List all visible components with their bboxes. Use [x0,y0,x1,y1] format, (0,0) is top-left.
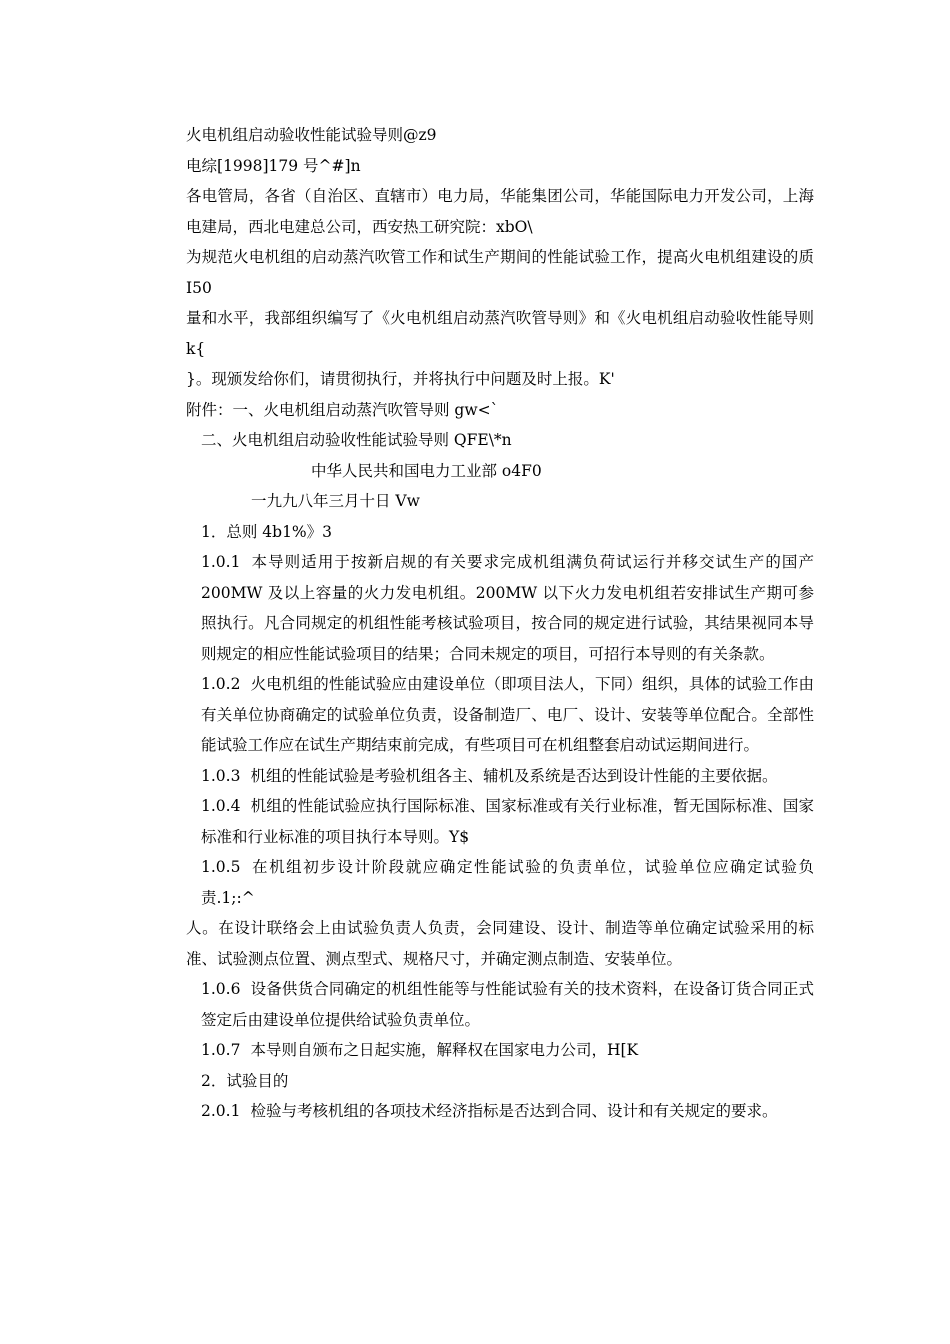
clause-number: 1.0.6 [201,980,241,998]
clause-1-0-5 [186,852,814,913]
clause-text: 机组的性能试验应执行国际标准、国家标准或有关行业标准，暂无国际标准、国家标准和行业标准的项目执行本导则。Y$ [201,797,814,846]
issuer-signature: 中华人民共和国电力工业部 o4F0 [311,461,542,480]
clause-1-0-2 [186,669,814,761]
clause-number: 1.0.7 [201,1041,241,1059]
intro-paragraph-1: 为规范火电机组的启动蒸汽吹管工作和试生产期间的性能试验工作，提高火电机组建设的质 I50 [186,248,814,297]
attachment-line-2: 二、火电机组启动验收性能试验导则 QFE\*n [201,431,512,449]
document-title: 火电机组启动验收性能试验导则@z9 [186,126,437,144]
clause-number: 2.0.1 [201,1102,241,1120]
clause-number: 1.0.5 [201,858,241,876]
document-number: 电综[1998]179 号^#]n [186,156,361,175]
clause-number: 1.0.1 [201,553,241,571]
intro-paragraph-2: 量和水平，我部组织编写了《火电机组启动蒸汽吹管导则》和《火电机组启动验收性能导则 k{ [186,309,814,358]
attachment-line-1: 附件：一、火电机组启动蒸汽吹管导则 gw<` [186,400,499,419]
clause-1-0-3 [186,761,814,792]
section-1-heading: 1．总则 4b1%》3 [201,522,333,541]
clause-1-0-4 [186,791,814,852]
document-body [186,120,814,1127]
clause-1-0-5-continuation: 人。在设计联络会上由试验负责人负责，会同建设、设计、制造等单位确定试验采用的标准、试验测点位置、测点型式、规格尺寸，并确定测点制造、安装单位。 [186,919,814,968]
clause-text: 本导则适用于按新启规的有关要求完成机组满负荷试运行并移交试生产的国产 200MW 及以上容量的火力发电机组。200MW 以下火力发电机组若安排试生产期可参照执行。凡合同规定的机组性能考核试验项目，按合同的规定进行试验，其结果视同本导则规定的相应性能试验项目的结果；合同未规定的项目，可招行本导则的有关条款。 [201,553,814,663]
clause-1-0-1 [186,547,814,669]
clause-1-0-6 [186,974,814,1035]
clause-text: 在机组初步设计阶段就应确定性能试验的负责单位，试验单位应确定试验负责.1;:^ [201,858,814,907]
clause-text: 火电机组的性能试验应由建设单位（即项目法人，下同）组织，具体的试验工作由有关单位协商确定的试验单位负责，设备制造厂、电厂、设计、安装等单位配合。全部性能试验工作应在试生产期结束前完成，有些项目可在机组整套启动试运期间进行。 [201,675,814,754]
clause-1-0-7 [186,1035,814,1066]
clause-text: 设备供货合同确定的机组性能等与性能试验有关的技术资料，在设备订货合同正式签定后由建设单位提供给试验负责单位。 [201,980,814,1029]
clause-text: 机组的性能试验是考验机组各主、辅机及系统是否达到设计性能的主要依据。 [250,766,778,785]
section-2-heading: 2．试验目的 [201,1071,289,1090]
clause-text: 检验与考核机组的各项技术经济指标是否达到合同、设计和有关规定的要求。 [250,1102,778,1120]
intro-paragraph-3: }。现颁发给你们，请贯彻执行，并将执行中问题及时上报。K' [186,370,615,388]
issue-date: 一九九八年三月十日 Vw [251,492,420,510]
clause-number: 1.0.3 [201,766,241,785]
clause-text: 本导则自颁布之日起实施，解释权在国家电力公司，H[K [250,1041,639,1059]
recipients-paragraph: 各电管局，各省（自治区、直辖市）电力局，华能集团公司，华能国际电力开发公司，上海电建局，西北电建总公司，西安热工研究院：xbO\ [186,187,814,236]
clause-number: 1.0.2 [201,675,241,693]
clause-2-0-1 [186,1096,814,1127]
clause-number: 1.0.4 [201,797,241,815]
